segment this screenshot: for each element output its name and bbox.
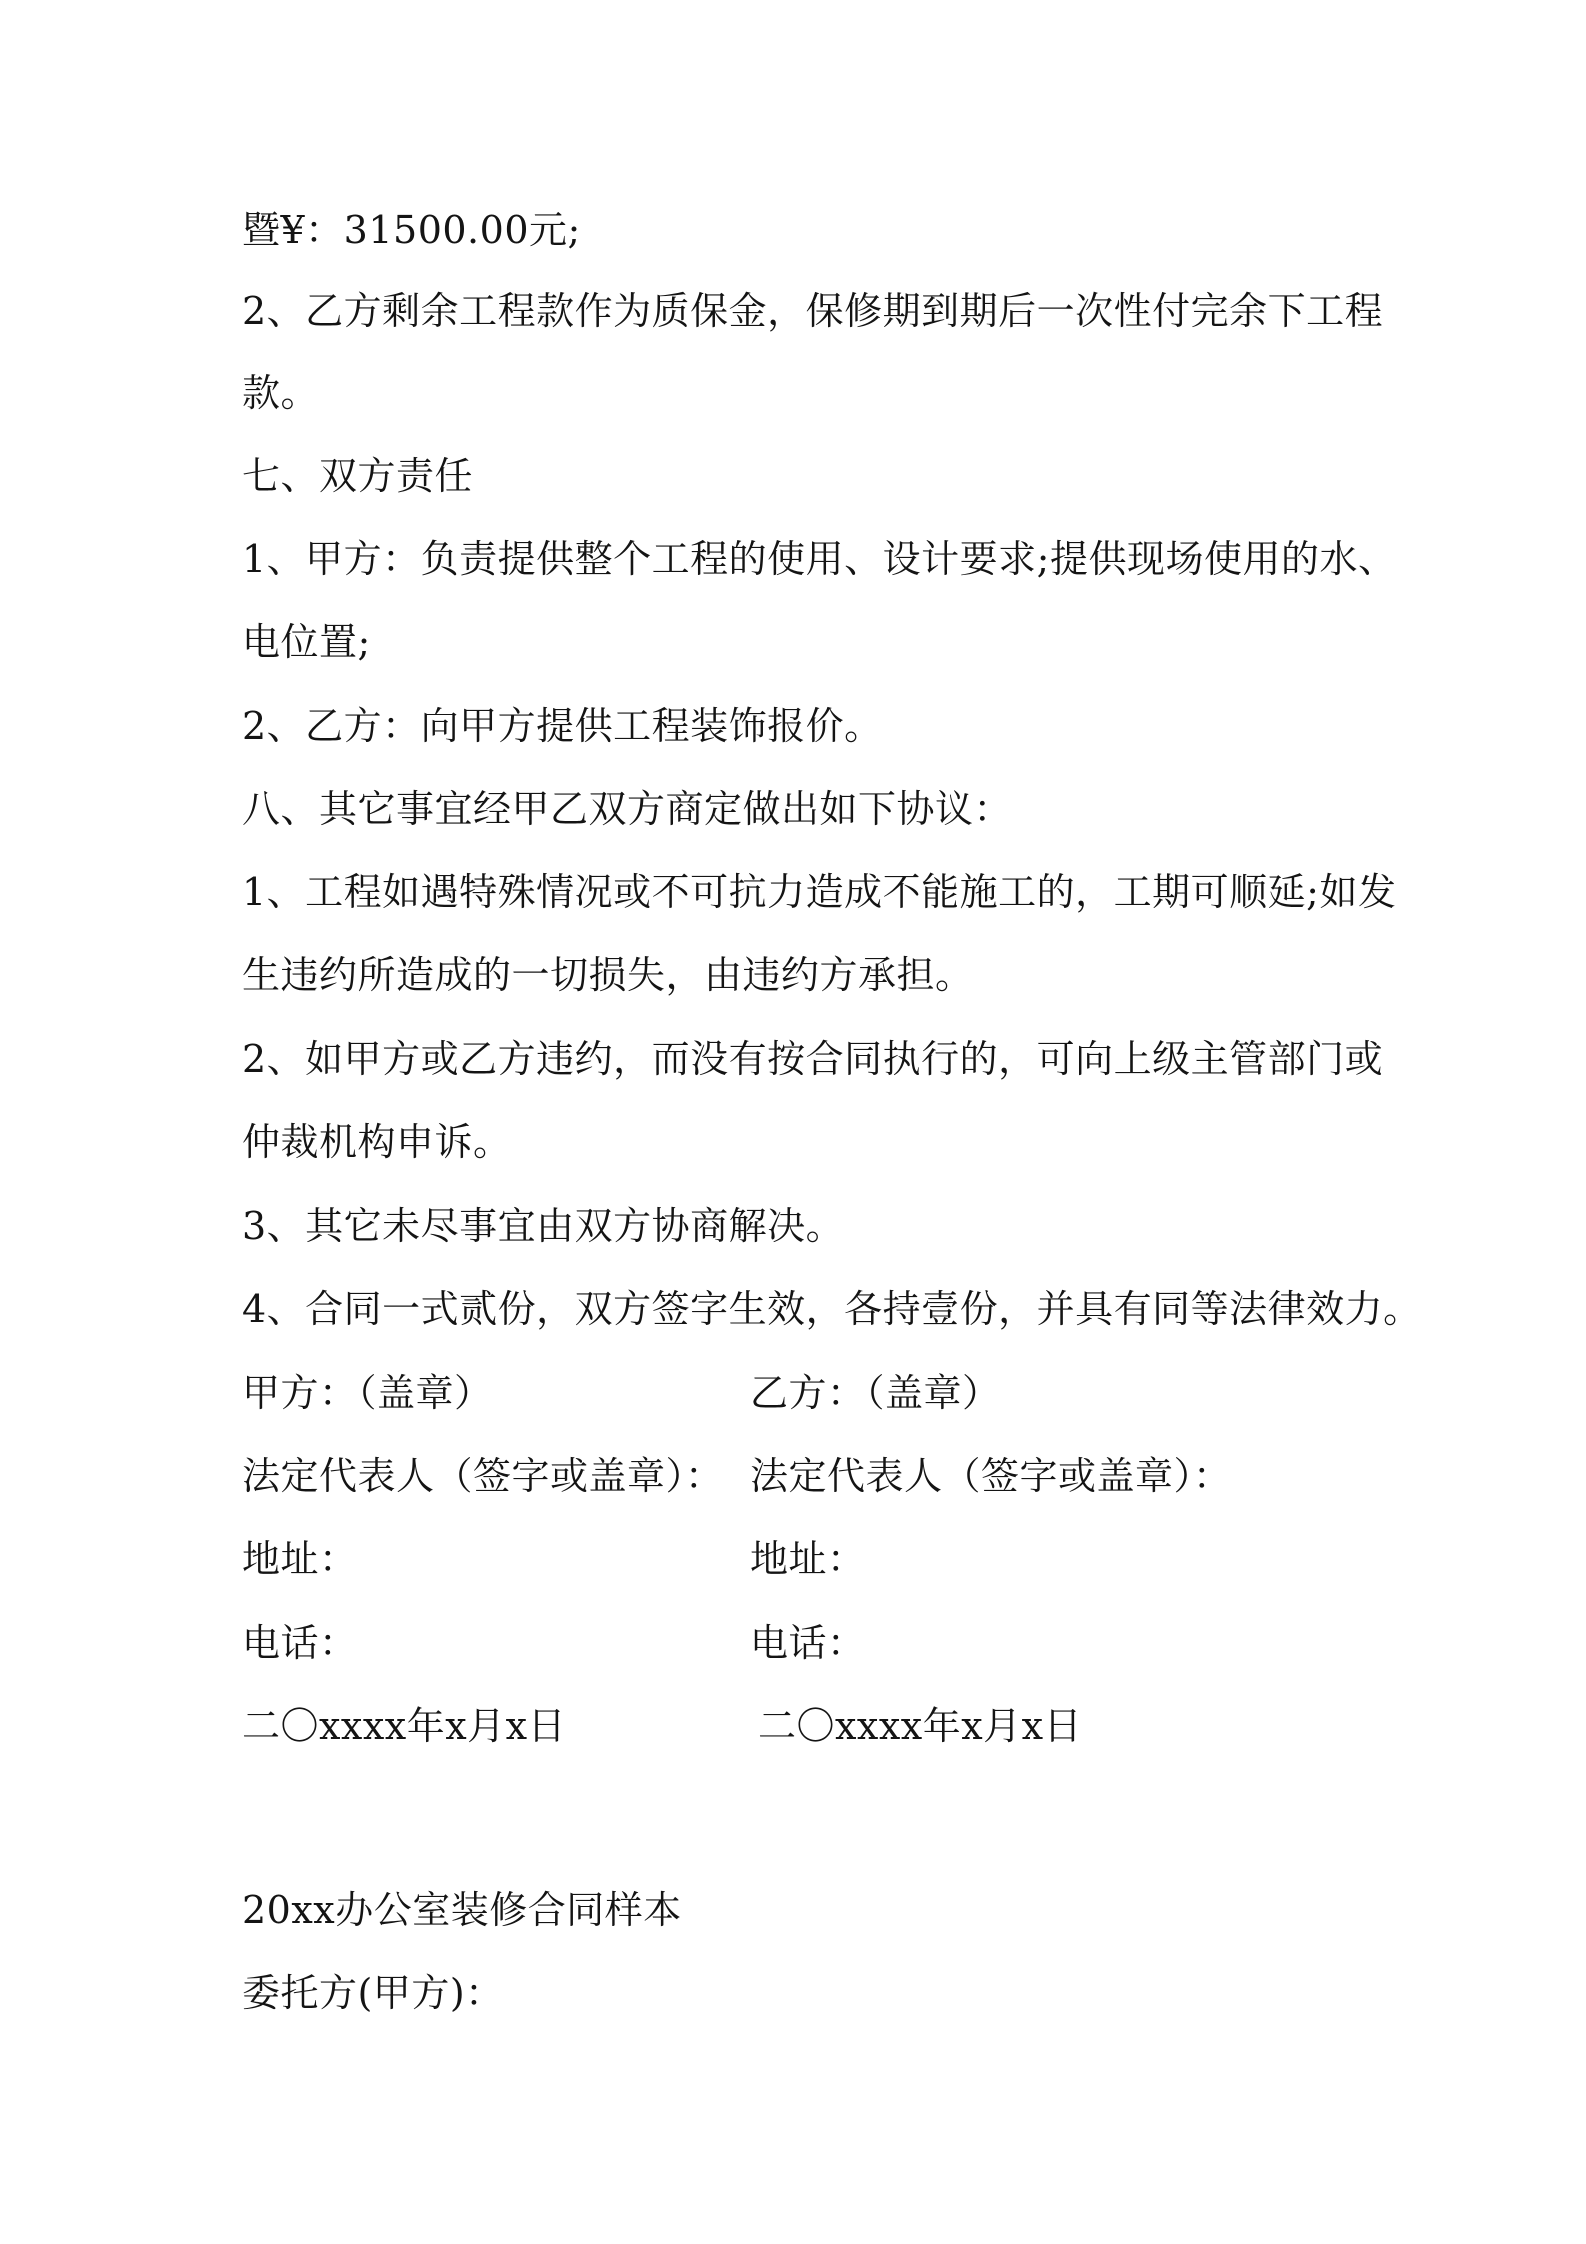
section-heading: 七、双方责任 (242, 454, 474, 498)
clause-text-line: 生违约所造成的一切损失，由违约方承担。 (242, 953, 974, 997)
next-document-client-label: 委托方(甲方)： (242, 1971, 504, 2015)
party-a-phone-label: 电话： (242, 1621, 358, 1665)
clause-text-line: 2、乙方：向甲方提供工程装饰报价。 (242, 704, 883, 748)
clause-text-line: 2、乙方剩余工程款作为质保金，保修期到期后一次性付完余下工程 (242, 289, 1384, 333)
party-a-representative-label: 法定代表人（签字或盖章）： (242, 1454, 724, 1498)
clause-text-line: 电位置; (242, 620, 371, 664)
party-b-representative-label: 法定代表人（签字或盖章）： (750, 1454, 1232, 1498)
payment-amount-line: 暨¥：31500.00元; (242, 208, 581, 252)
party-b-address-label: 地址： (750, 1537, 866, 1581)
next-document-title: 20xx办公室装修合同样本 (242, 1888, 682, 1932)
party-b-phone-label: 电话： (750, 1621, 866, 1665)
party-b-seal-label: 乙方：（盖章） (750, 1371, 1001, 1415)
party-a-seal-label: 甲方：（盖章） (242, 1371, 493, 1415)
clause-text-line: 4、合同一式贰份，双方签字生效，各持壹份，并具有同等法律效力。 (242, 1287, 1422, 1331)
clause-text-line: 款。 (242, 371, 320, 415)
clause-text-line: 1、甲方：负责提供整个工程的使用、设计要求;提供现场使用的水、 (242, 537, 1397, 581)
clause-text-line: 仲裁机构申诉。 (242, 1120, 512, 1164)
party-a-date: 二〇xxxx年x月x日 (242, 1704, 567, 1748)
party-b-date: 二〇xxxx年x月x日 (758, 1704, 1083, 1748)
clause-text-line: 2、如甲方或乙方违约，而没有按合同执行的，可向上级主管部门或 (242, 1037, 1384, 1081)
clause-text-line: 1、工程如遇特殊情况或不可抗力造成不能施工的，工期可顺延;如发 (242, 870, 1397, 914)
clause-text-line: 3、其它未尽事宜由双方协商解决。 (242, 1204, 845, 1248)
party-a-address-label: 地址： (242, 1537, 358, 1581)
section-heading: 八、其它事宜经甲乙双方商定做出如下协议： (242, 787, 1013, 831)
